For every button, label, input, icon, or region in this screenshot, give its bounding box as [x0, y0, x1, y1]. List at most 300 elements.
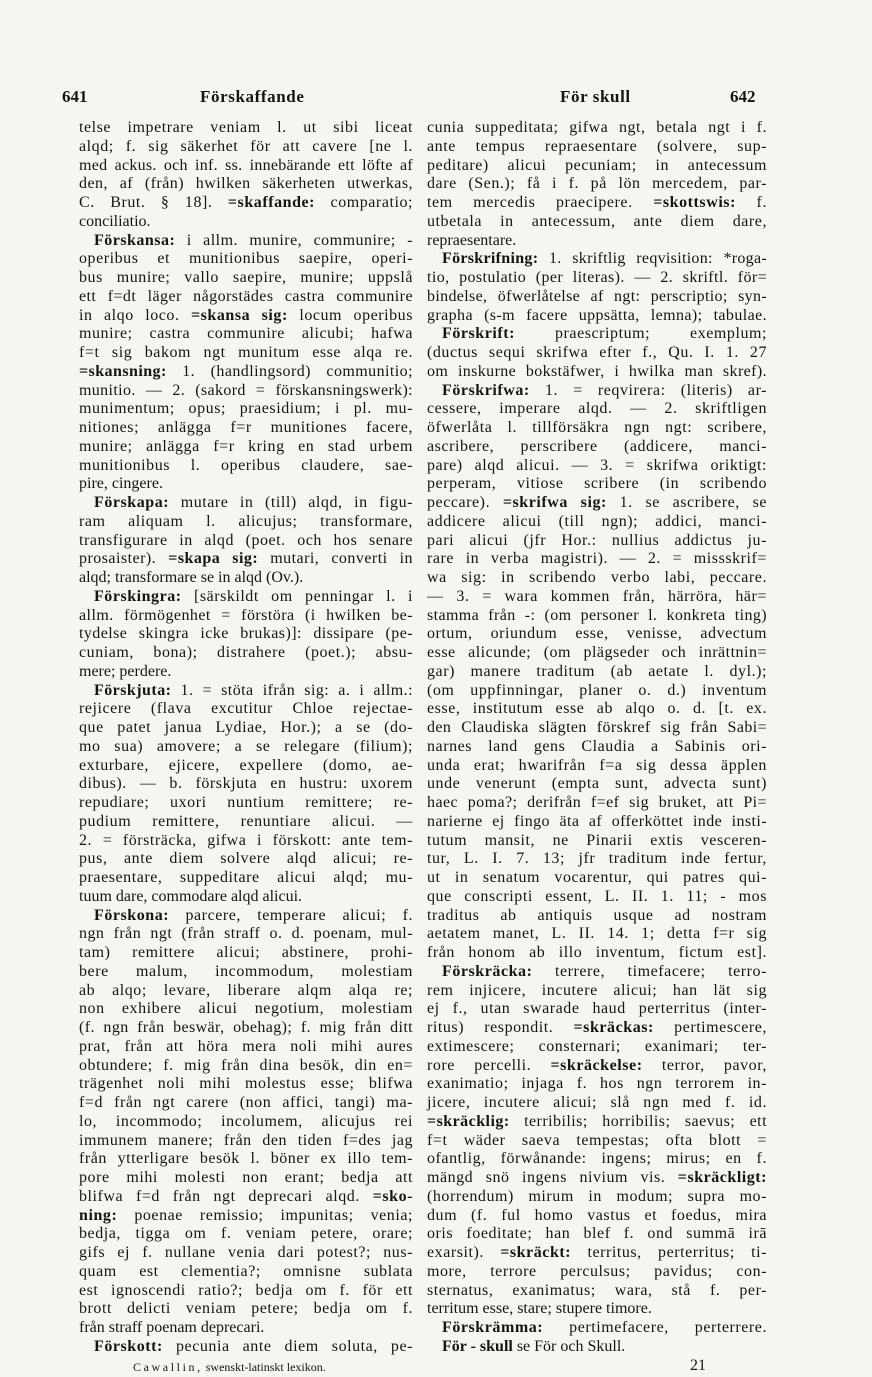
- text-line: [79, 1300, 414, 1319]
- text-line-content: med ackus. och inf. ss. innebärande ett löfte af: [79, 156, 413, 174]
- page-number-left: 641: [62, 87, 88, 106]
- text-line-content: immunem manere; från den tiden f=des jag: [79, 1131, 413, 1149]
- text-line-content: dum (f. ful homo vastus et foedus, mira: [427, 1206, 767, 1224]
- text-line: [79, 138, 414, 157]
- text-line-content: obtundere; f. mig från dina besök, din en=: [79, 1056, 413, 1074]
- text-line-content: ofantlig, förwånande: ingens; mirus; en f.: [427, 1150, 767, 1168]
- text-line-content: grapha (s-m facere uppsätta, lemna); tabulae.: [427, 306, 767, 324]
- text-line: [427, 963, 768, 982]
- text-line: [427, 194, 768, 213]
- text-line-content: ram aliquam l. alicujus; transformare,: [79, 512, 413, 530]
- text-line: [79, 757, 414, 776]
- right-column: [427, 119, 768, 1359]
- text-line-content: [427, 494, 767, 513]
- text-line-content: alqd; f. sig säkerhet för att cavere [ne l.: [79, 137, 413, 155]
- headword: =skräckas:: [573, 1019, 654, 1036]
- text-line: [79, 325, 414, 344]
- text-line: [427, 663, 768, 682]
- text-line: [79, 1263, 414, 1282]
- headword: Förskansa:: [94, 231, 176, 249]
- text-line: [427, 513, 768, 532]
- text-line: [79, 288, 414, 307]
- text-line-content: [427, 1113, 767, 1132]
- text-line-content: territum esse, stare; stupere timore.: [427, 1300, 652, 1318]
- headword: =skottswis:: [653, 194, 736, 211]
- text-line-content: [442, 1338, 625, 1357]
- text-line: [79, 1319, 414, 1338]
- text-line: [427, 850, 768, 869]
- text-line: [79, 588, 414, 607]
- text-line-content: oris foeditate; han blef f. ond summā irā: [427, 1225, 767, 1243]
- text-line-content: [427, 1244, 767, 1263]
- entry-text: terribilis; horribilis; saevus; ett: [509, 1112, 767, 1130]
- headword: Förskrift:: [442, 325, 516, 343]
- text-line-content: munitionibus l. operibus claudere, sae-: [79, 456, 413, 474]
- text-line: [427, 1132, 768, 1151]
- text-line-content: ante tempus repraesentare (solvere, sup-: [427, 137, 767, 155]
- text-line: [427, 138, 768, 157]
- text-line-content: munire; anlägga f=r kring en stad urbem: [79, 437, 413, 455]
- text-line-content: que patet janua Lydiae, Hor.); a se (do-: [79, 719, 413, 736]
- text-line-content: öfwerlåta l. tillförsäkra ngn ngt: scribere,: [427, 419, 767, 436]
- headword: Förskingra:: [94, 587, 182, 605]
- text-line: [427, 1150, 768, 1169]
- text-line-content: utbetala in antecessum, ante diem dare,: [427, 212, 767, 230]
- text-line: [79, 1244, 414, 1263]
- text-line-content: den Claudiska slägten förskref sig från Sabi=: [427, 719, 767, 736]
- text-line-content: prat, från att höra mera noli mihi aures: [79, 1037, 413, 1055]
- entry-text: peccare).: [427, 494, 503, 511]
- text-line-content: repraesentare.: [427, 231, 517, 249]
- entry-text: mängd snö ingens nivium vis.: [427, 1169, 678, 1186]
- text-line-content: ngn från ngt (från straff o. d. poenam, mul-: [79, 925, 413, 943]
- text-line-content: pus, ante diem solvere alqd alicui; re-: [79, 850, 413, 868]
- entry-text: 1. = reqvirera: (literis) ar-: [529, 381, 767, 399]
- entry-text: pertimescere,: [653, 1019, 767, 1036]
- text-line: [79, 363, 414, 382]
- text-line-content: [94, 232, 413, 251]
- text-line-content: esse, institutum esse ab alqo o. d. [t. ex.: [427, 700, 767, 718]
- text-line-content: f=t wäder saeva tempestas; ofta blott =: [427, 1131, 767, 1149]
- text-line-content: ab alqo; levare, liberare alqm alqa re;: [79, 981, 413, 999]
- text-line-content: tydelse skingra icke brukas)]: dissipare (pe-: [79, 625, 413, 643]
- text-line-content: bere malum, incommodum, molestiam: [79, 962, 413, 980]
- text-line: [427, 644, 768, 663]
- text-line: [427, 550, 768, 569]
- footer-author: Cawallin,: [133, 1360, 203, 1374]
- text-line-content: cuniam, bona); distrahere (poet.); absu-: [79, 644, 413, 661]
- text-line-content: från straff poenam deprecari.: [79, 1319, 265, 1336]
- text-line-content: munimentum; opus; praesidium; i pl. mu-: [79, 400, 413, 418]
- text-line-content: den, af (från) hwilken säkerheten utwerkas,: [79, 175, 413, 193]
- text-line: [427, 832, 768, 851]
- text-line-content: trägenhet noli mihi molestus esse; blifwa: [79, 1075, 413, 1093]
- entry-text: 1. skriftlig reqvisition: *roga-: [538, 250, 767, 268]
- text-line: [427, 869, 768, 888]
- text-line-content: pore mihi molesti non erant; bedja att: [79, 1169, 413, 1186]
- text-line: [427, 1319, 768, 1338]
- text-line-content: gifs ej f. nullane venia dari potest?; nus-: [79, 1244, 413, 1261]
- text-line: [79, 775, 414, 794]
- text-line: [427, 1225, 768, 1244]
- text-line-content: rare in verba magistri). — 2. = missskrif=: [427, 550, 767, 568]
- text-line: [79, 119, 414, 138]
- text-line: [427, 419, 768, 438]
- text-line: [79, 719, 414, 738]
- text-line-content: ascribere, perscribere (addicere, manci-: [427, 437, 767, 455]
- text-line-content: lo, incommodo; incolumem, alicujus rei: [79, 1112, 413, 1130]
- text-line: [427, 1282, 768, 1301]
- text-line: [427, 269, 768, 288]
- text-line-content: munitio. — 2. (sakord = förskansningswerk):: [79, 381, 413, 399]
- entry-text: se För och Skull.: [512, 1337, 626, 1355]
- text-line-content: [94, 588, 413, 607]
- text-line-content: rejicere (flava excutitur Chloe rejectae-: [79, 700, 413, 718]
- text-line: [427, 1019, 768, 1038]
- entry-text: 1. (handlingsord) communitio;: [166, 362, 413, 380]
- entry-text: territus, perterritus; ti-: [571, 1244, 767, 1261]
- text-line: [427, 1263, 768, 1282]
- text-line-content: tam) remittere alicui; abstinere, prohi-: [79, 944, 413, 961]
- entry-text: 1. se ascribere, se: [606, 494, 768, 511]
- entry-text: rore percelli.: [427, 1056, 551, 1074]
- text-line-content: addicere alicui (till ngn); addici, manci-: [427, 512, 767, 530]
- text-line-content: (f. ngn från beswär, obehag); f. mig från ditt: [79, 1019, 413, 1036]
- text-line: [79, 194, 414, 213]
- text-line-content: [442, 325, 767, 344]
- text-line: [427, 1057, 768, 1076]
- text-line: [79, 175, 414, 194]
- entry-text: poenae remissio; impunitas; venia;: [117, 1206, 413, 1224]
- text-line-content: traditus ab antiquis usque ad nostram: [427, 906, 767, 924]
- entry-text: mutare in (till) alqd, in figu-: [169, 494, 413, 511]
- running-head-left: Förskaffande: [200, 87, 305, 106]
- running-head-right: För skull: [560, 87, 631, 106]
- entry-text: mutari, converti in: [258, 550, 413, 568]
- text-line: [79, 1057, 414, 1076]
- text-line: [79, 307, 414, 326]
- headword: =skräcklig:: [427, 1112, 510, 1130]
- text-line-content: från honom ab illo inventum, fictum est].: [427, 944, 767, 961]
- text-line-content: perperam, vitiose scribere (in scribendo: [427, 475, 767, 493]
- text-line: [427, 119, 768, 138]
- text-line: [427, 775, 768, 794]
- text-line: [427, 532, 768, 551]
- text-line-content: [427, 1057, 767, 1076]
- text-line: [79, 1338, 414, 1357]
- text-line: [427, 1075, 768, 1094]
- text-line-content: non exhibere alicui negotium, molestiam: [79, 1000, 413, 1018]
- text-line: [427, 944, 768, 963]
- entry-text: terrere, timefacere; terro-: [532, 962, 767, 980]
- text-line-content: [79, 307, 413, 326]
- text-line: [427, 757, 768, 776]
- text-line: [427, 494, 768, 513]
- text-line: [427, 719, 768, 738]
- text-line-content: tutum mansit, ne Pinarii extis vesceren-: [427, 831, 767, 849]
- text-line-content: ortum, oriundum esse, venisse, advectum: [427, 625, 767, 643]
- entry-text: parcere, temperare alicui; f.: [169, 906, 413, 924]
- text-line-content: [79, 1188, 413, 1207]
- text-line-content: (ductus sequi skrifwa efter f., Qu. I. 1. 27: [427, 344, 767, 361]
- text-line-content: gar) manere traditum (ab aetate l. dyl.);: [427, 662, 767, 680]
- text-line: [427, 1244, 768, 1263]
- text-line: [79, 1000, 414, 1019]
- text-line: [427, 382, 768, 401]
- text-line: [427, 1094, 768, 1113]
- text-line: [79, 888, 414, 907]
- text-line: [79, 269, 414, 288]
- entry-text: [särskildt om penningar l. i: [181, 587, 413, 605]
- text-line: [79, 1225, 414, 1244]
- text-line-content: tio, postulatio (per literas). — 2. skriftl. för=: [427, 269, 767, 286]
- text-line: [79, 850, 414, 869]
- entry-text: praescriptum; exemplum;: [515, 325, 767, 343]
- text-line: [427, 1188, 768, 1207]
- text-line-content: unda erat; hwarifrån f=a sig dessa äpplen: [427, 756, 767, 774]
- text-line-content: haec poma?; derifrån f=ef sig bruket, att Pi=: [427, 794, 767, 811]
- text-line: [79, 475, 414, 494]
- entry-text: prosaister).: [79, 550, 169, 568]
- text-line-content: alqd; transformare se in alqd (Ov.).: [79, 569, 304, 586]
- text-line: [79, 907, 414, 926]
- headword: =skräckelse:: [550, 1056, 643, 1074]
- text-line: [427, 1000, 768, 1019]
- text-line: [79, 1207, 414, 1226]
- text-line: [427, 457, 768, 476]
- headword: =skaffande:: [227, 194, 316, 211]
- text-line: [79, 157, 414, 176]
- text-line: [427, 813, 768, 832]
- entry-text: ritus) respondit.: [427, 1019, 574, 1036]
- text-line: [79, 400, 414, 419]
- text-line-content: narierne ej fingo äta af offerköttet inde insti-: [427, 812, 767, 830]
- text-line-content: [79, 1207, 413, 1226]
- entry-text: C. Brut. § 18].: [79, 194, 228, 211]
- text-line-content: ej f., utan swarade haud perterritus (inter-: [427, 1000, 767, 1018]
- text-line-content: brott delicti veniam petere; bedja om f.: [79, 1300, 413, 1318]
- text-line: [427, 438, 768, 457]
- headword: =skrifwa sig:: [502, 494, 607, 511]
- text-line-content: mo sua) amovere; a se relegare (filium);: [79, 737, 413, 755]
- text-line-content: tur, L. I. 7. 13; jfr traditum inde fertur,: [427, 850, 767, 868]
- headword: =skapa sig:: [168, 550, 259, 568]
- text-line-content: nitiones; anlägga f=r munitiones facere,: [79, 419, 413, 436]
- text-line: [427, 1338, 768, 1357]
- text-line: [79, 794, 414, 813]
- text-line-content: narnes land gens Claudia a Sabinis ori-: [427, 737, 767, 755]
- text-line: [79, 438, 414, 457]
- text-line: [79, 569, 414, 588]
- text-line: [79, 382, 414, 401]
- text-line: [427, 363, 768, 382]
- entry-text: terror, pavor,: [642, 1056, 767, 1074]
- text-line: [427, 1207, 768, 1226]
- text-line-content: [94, 1338, 413, 1357]
- text-line-content: ut in senatum vocarentur, qui patres qui-: [427, 869, 767, 886]
- text-line: [79, 250, 414, 269]
- text-line: [79, 1188, 414, 1207]
- headword: =skansning:: [79, 362, 167, 380]
- footer-imprint: [133, 1360, 326, 1374]
- text-line-content: bindelse, öfwerlåtelse af ngt: perscriptio; syn-: [427, 287, 767, 305]
- text-line: [79, 1094, 414, 1113]
- headword: Förskona:: [94, 906, 170, 924]
- headword: Förskrifwa:: [442, 381, 530, 399]
- text-line-content: pare) alqd alicui. — 3. = skrifwa oriktigt:: [427, 456, 767, 474]
- text-line: [427, 607, 768, 626]
- text-line-content: [79, 194, 413, 213]
- headword: =skansa sig:: [190, 306, 288, 324]
- text-line: [427, 925, 768, 944]
- text-line: [427, 250, 768, 269]
- text-line: [427, 1038, 768, 1057]
- text-line-content: pudium remittere, renuntiare alicui. —: [79, 812, 413, 830]
- text-line: [427, 1169, 768, 1188]
- text-line: [427, 213, 768, 232]
- text-line-content: [94, 494, 413, 513]
- text-line-content: [427, 1169, 767, 1188]
- text-line: [79, 869, 414, 888]
- text-line-content: [442, 1319, 767, 1338]
- text-line-content: ett f=dt läger någorstädes castra communire: [79, 287, 413, 305]
- text-line-content: [442, 963, 767, 982]
- text-line-content: — 3. = wara kommen från, härröra, här=: [427, 587, 767, 605]
- text-line: [427, 1113, 768, 1132]
- text-line: [79, 738, 414, 757]
- footer-title: swenskt-latinskt lexikon.: [205, 1360, 326, 1374]
- text-line: [79, 550, 414, 569]
- text-line: [79, 232, 414, 251]
- text-line: [79, 1169, 414, 1188]
- text-line-content: [94, 907, 413, 926]
- text-line: [79, 1113, 414, 1132]
- text-line-content: cessere, imperare alqd. — 2. skriftligen: [427, 400, 767, 418]
- entry-text: comparatio;: [315, 194, 414, 211]
- text-line: [79, 663, 414, 682]
- text-line-content: (om uppfinningar, planer o. d.) inventum: [427, 681, 767, 699]
- text-line-content: est ignoscendi ratio?; bedja om f. för ett: [79, 1281, 413, 1299]
- text-line-content: f=t sig bakom ngt munitum esse alqa re.: [79, 344, 413, 361]
- text-line-content: wa sig: in scribendo verbo labi, peccare.: [427, 569, 767, 586]
- page-number-right: 642: [730, 87, 756, 106]
- text-line: [427, 982, 768, 1001]
- text-line: [79, 607, 414, 626]
- text-line-content: more, terrore perculsus; pavidus; con-: [427, 1262, 767, 1280]
- text-line: [427, 344, 768, 363]
- text-line: [79, 419, 414, 438]
- text-line-content: conciliatio.: [79, 212, 151, 230]
- text-line: [427, 232, 768, 251]
- text-line: [79, 344, 414, 363]
- left-column: [79, 119, 414, 1359]
- text-line: [79, 1075, 414, 1094]
- text-line-content: [442, 382, 767, 401]
- text-line: [79, 813, 414, 832]
- text-line: [427, 682, 768, 701]
- text-line: [427, 288, 768, 307]
- text-line-content: tuum dare, commodare alqd alicui.: [79, 887, 303, 905]
- text-line: [427, 625, 768, 644]
- text-line-content: [79, 363, 413, 382]
- text-line-content: [442, 250, 767, 269]
- entry-text: locum operibus: [287, 306, 413, 324]
- text-line-content: mere; perdere.: [79, 662, 172, 680]
- text-line: [79, 494, 414, 513]
- text-line: [79, 1019, 414, 1038]
- text-line-content: exturbare, ejicere, expellere (domo, ae-: [79, 756, 413, 774]
- headword: =skräckligt:: [677, 1169, 767, 1186]
- text-line-content: 2. = försträcka, gifwa i förskott: ante tem-: [79, 831, 413, 849]
- text-line-content: aetatem manet, L. II. 14. 1; detta f=r sig: [427, 925, 767, 943]
- headword: Förskott:: [94, 1337, 163, 1355]
- text-line-content: dibus). — b. förskjuta en hustru: uxorem: [79, 775, 413, 793]
- text-line: [79, 532, 414, 551]
- text-line-content: peditare) alicui pecuniam; in antecessum: [427, 156, 767, 174]
- text-line: [79, 1038, 414, 1057]
- headword: =sko-: [372, 1187, 413, 1205]
- text-line: [427, 325, 768, 344]
- text-line-content: telse impetrare veniam l. ut sibi liceat: [79, 119, 413, 136]
- headword: =skräckt:: [500, 1244, 572, 1261]
- text-line-content: bedja, tigga om f. veniam petere, orare;: [79, 1225, 413, 1243]
- text-line: [427, 1300, 768, 1319]
- entry-text: in alqo loco.: [79, 306, 191, 324]
- text-line: [79, 644, 414, 663]
- entry-text: blifwa f=d från ngt deprecari alqd.: [79, 1187, 373, 1205]
- text-line: [427, 175, 768, 194]
- headword: Förskrifning:: [442, 250, 539, 268]
- text-line-content: (horrendum) mirum in modum; supra mo-: [427, 1187, 767, 1205]
- text-line: [79, 213, 414, 232]
- text-line: [427, 307, 768, 326]
- text-line-content: exanimatio; injaga f. hos ngn terrorem in-: [427, 1075, 767, 1093]
- text-line: [79, 625, 414, 644]
- entry-text: pecunia ante diem soluta, pe-: [162, 1337, 413, 1355]
- text-line: [427, 400, 768, 419]
- text-line-content: [94, 682, 413, 701]
- text-line: [427, 888, 768, 907]
- text-line-content: rem injicere, incutere alicui; han lät sig: [427, 981, 767, 999]
- text-line-content: [79, 550, 413, 569]
- text-line: [427, 569, 768, 588]
- text-line-content: dare (Sen.); få i f. på lön mercedem, par-: [427, 175, 767, 193]
- text-line-content: bus munire; vallo saepire, munire; uppslå: [79, 269, 413, 286]
- headword: För - skull: [442, 1337, 513, 1355]
- text-line-content: [427, 194, 767, 213]
- text-line-content: esse alicunde; (om plägseder och inrättnin=: [427, 644, 767, 661]
- text-line-content: extimescere; consternari; exanimari; ter-: [427, 1037, 767, 1055]
- text-line-content: unde venerunt (empta sunt, advecta sunt): [427, 775, 767, 793]
- entry-text: pertimefacere, perterrere.: [543, 1319, 767, 1336]
- text-line: [79, 1282, 414, 1301]
- headword: Förskapa:: [94, 494, 170, 511]
- entry-text: i allm. munire, communire; -: [175, 231, 413, 249]
- headword: Förskjuta:: [94, 681, 172, 699]
- text-line-content: munire; castra communire alicubi; hafwa: [79, 325, 413, 343]
- text-line-content: allm. förmögenhet = förstöra (i hwilken be-: [79, 606, 413, 624]
- text-line-content: pire, cingere.: [79, 475, 163, 493]
- text-line: [427, 588, 768, 607]
- text-line: [79, 832, 414, 851]
- text-line-content: sternatus, exanimatus; wara, stå f. per-: [427, 1281, 767, 1299]
- text-line: [79, 700, 414, 719]
- text-line-content: stamma från -: (om personer l. konkreta ting): [427, 606, 767, 624]
- text-line: [427, 157, 768, 176]
- text-line-content: [427, 1019, 767, 1038]
- text-line: [79, 682, 414, 701]
- text-line: [79, 982, 414, 1001]
